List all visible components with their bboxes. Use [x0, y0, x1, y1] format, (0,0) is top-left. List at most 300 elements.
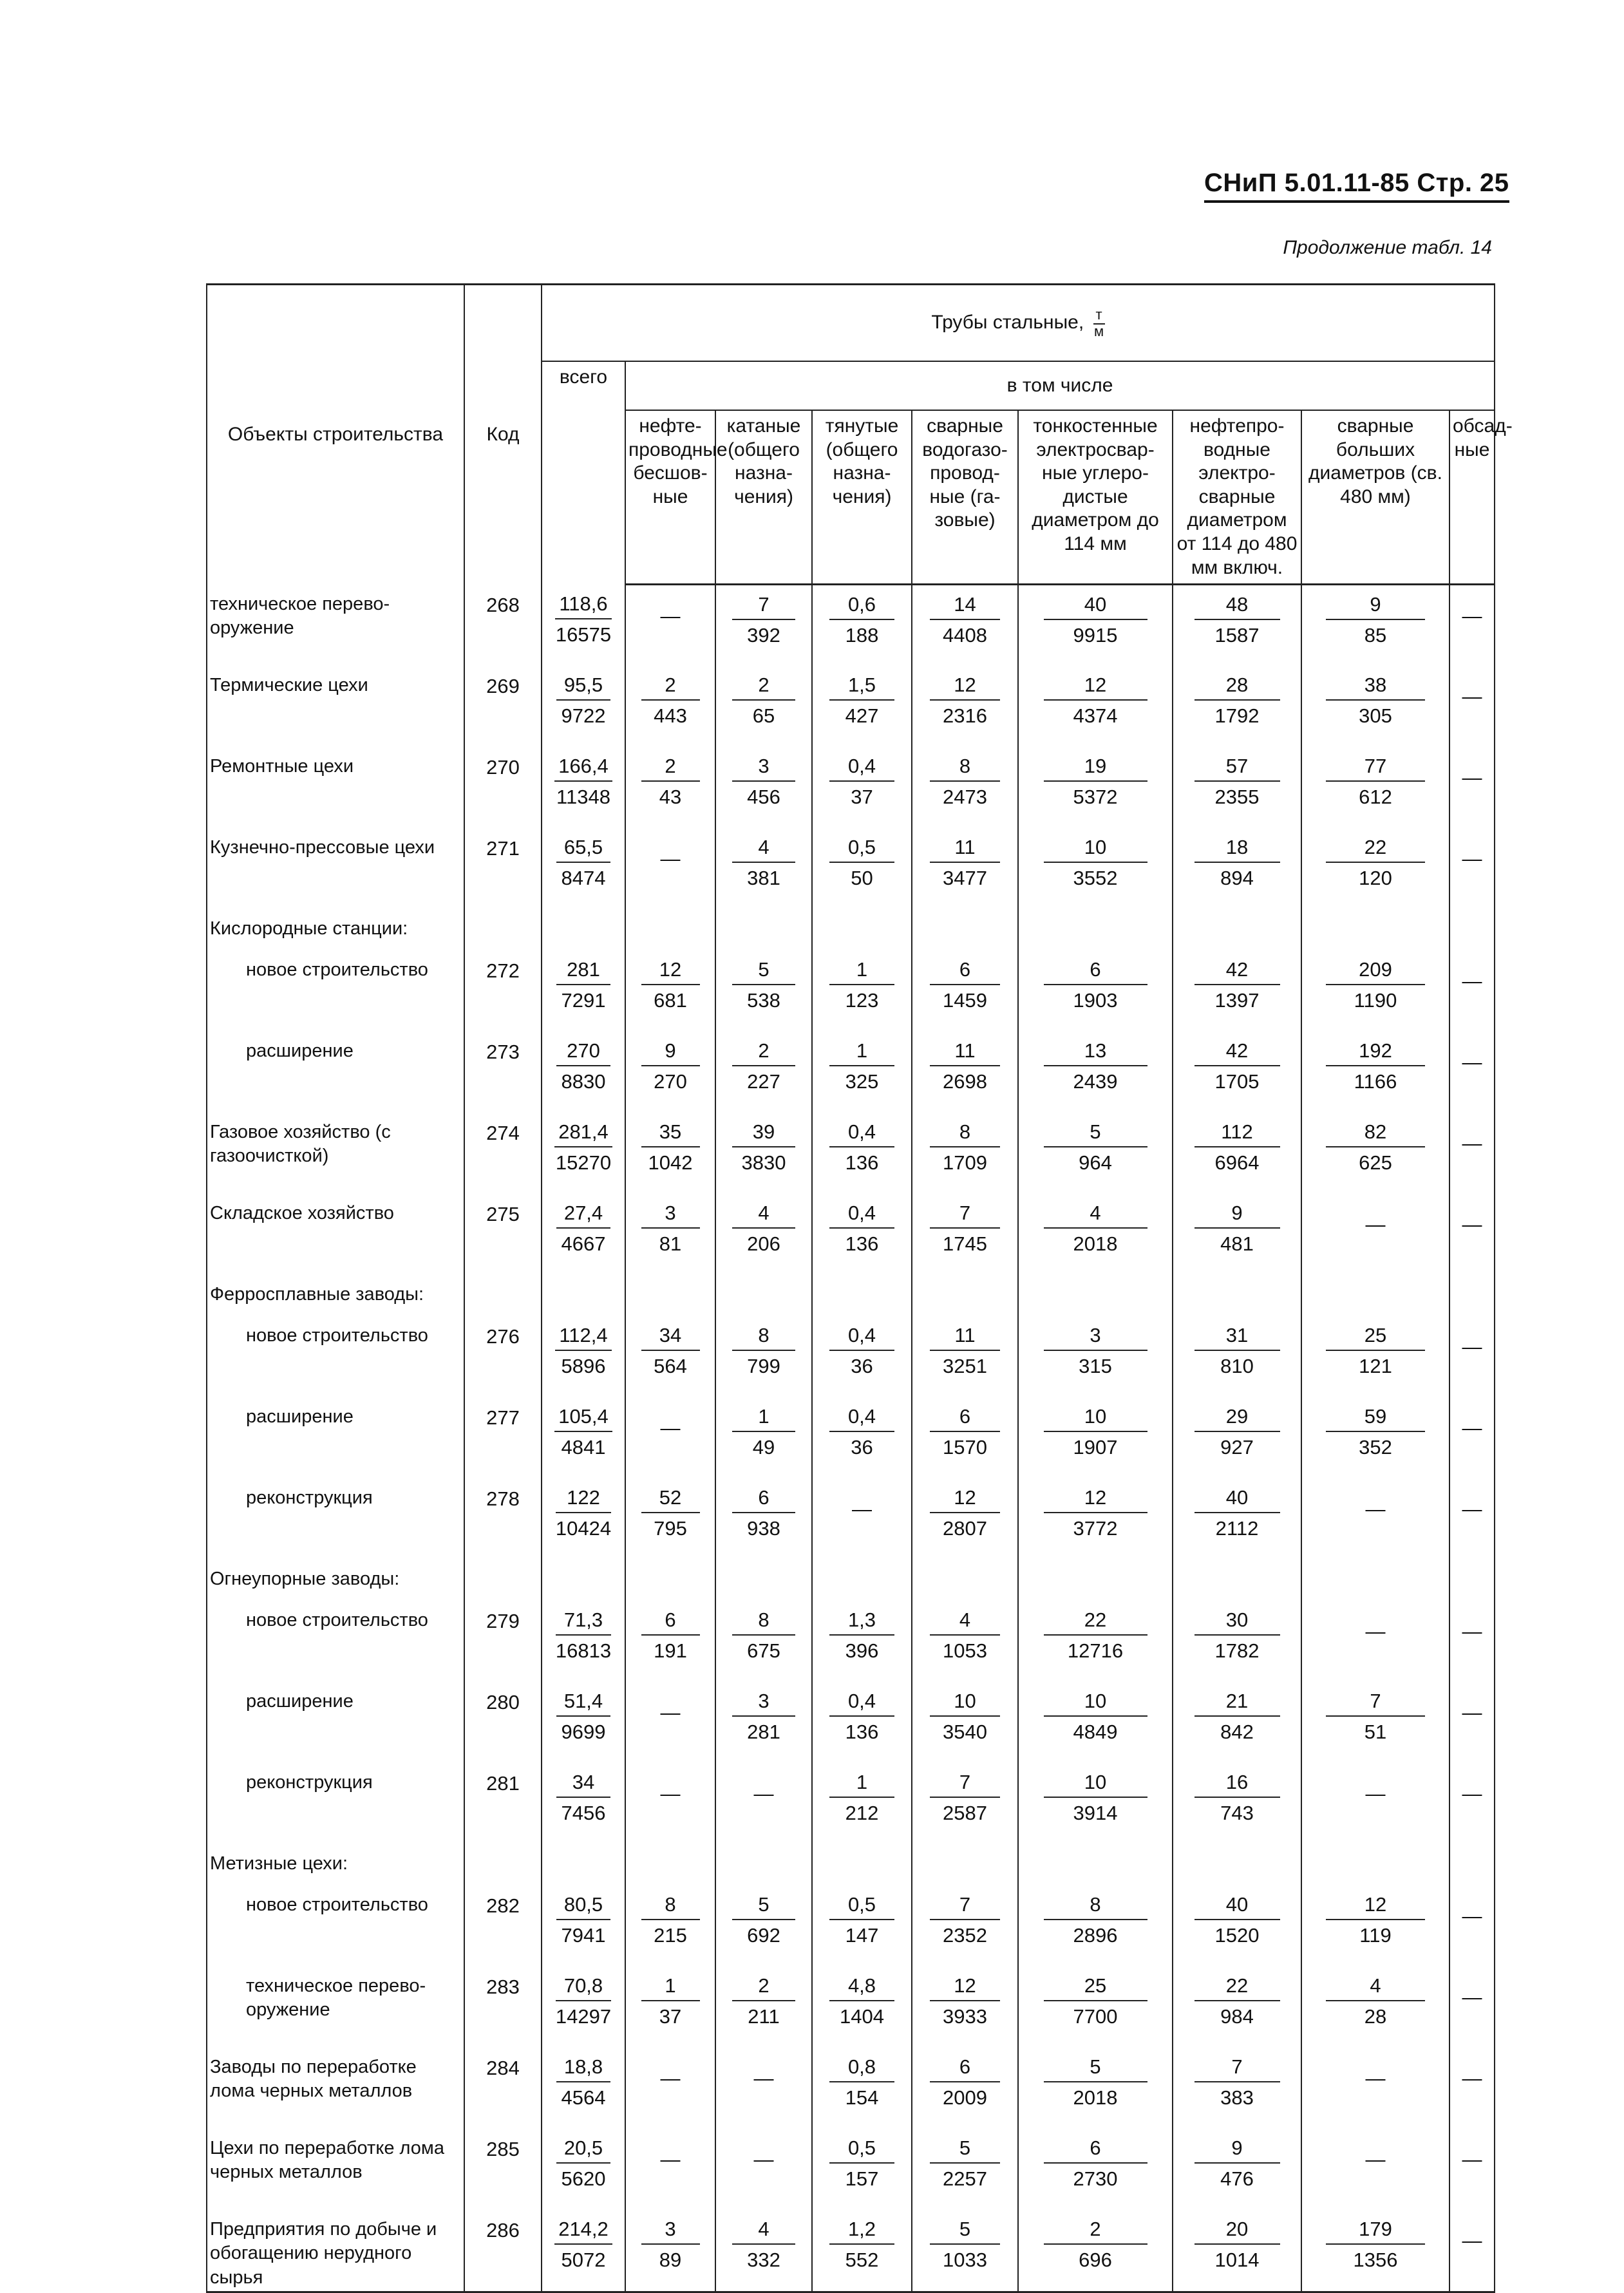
fraction-denominator: 4841 [561, 1435, 606, 1458]
value-cell [912, 2129, 1018, 2210]
value-cell [625, 950, 715, 1032]
value-cell [1449, 585, 1495, 666]
value-cell [812, 1032, 912, 1113]
fraction-numerator: 8 [732, 1324, 795, 1351]
fraction [555, 592, 611, 646]
fraction-numerator: 0,6 [829, 593, 895, 620]
value-cell [625, 747, 715, 828]
fraction-denominator: 50 [851, 866, 873, 889]
fraction-denominator: 123 [845, 988, 879, 1012]
fraction [1194, 593, 1280, 647]
fraction-numerator: 9 [1326, 593, 1425, 620]
col-header-8: обсад-ные [1449, 410, 1495, 585]
object-code: 286 [464, 2210, 542, 2292]
fraction-denominator: 206 [747, 1232, 780, 1255]
value-cell [1018, 1032, 1173, 1113]
fraction-numerator: 7 [1194, 2055, 1280, 2082]
fraction-numerator: 12 [1044, 1486, 1147, 1513]
object-name: новое строительство [207, 1885, 464, 1967]
value-cell [912, 2048, 1018, 2129]
dash-mark: — [660, 847, 681, 870]
value-cell [715, 1113, 812, 1194]
value-cell [1301, 2129, 1449, 2210]
fraction [1044, 1609, 1147, 1663]
value-cell [812, 950, 912, 1032]
fraction-denominator: 136 [845, 1720, 879, 1743]
object-code: 270 [464, 747, 542, 828]
col-objects-header: Объекты строительства [207, 285, 464, 585]
fraction [829, 674, 895, 728]
object-code: 273 [464, 1032, 542, 1113]
dash-mark: — [1462, 1335, 1482, 1358]
fraction [556, 1974, 611, 2028]
fraction-numerator: 95,5 [556, 674, 610, 701]
fraction [930, 1690, 1000, 1744]
unit-denominator: м [1094, 323, 1104, 339]
unit-numerator: т [1093, 308, 1105, 325]
value-cell [715, 1601, 812, 1682]
fraction-numerator: 22 [1194, 1974, 1280, 2001]
fraction-denominator: 1709 [943, 1151, 987, 1174]
fraction-numerator: 112,4 [555, 1324, 611, 1351]
fraction-denominator: 383 [1220, 2086, 1254, 2109]
value-cell [1301, 747, 1449, 828]
fraction-numerator: 281 [556, 958, 610, 985]
fraction-numerator: 19 [1044, 755, 1147, 782]
dash-mark: — [1462, 2229, 1482, 2252]
fraction [930, 1039, 1000, 1093]
fraction [1326, 1893, 1425, 1947]
empty-cell [1173, 1844, 1301, 1885]
fraction [1044, 1486, 1147, 1540]
fraction-numerator: 5 [1044, 1120, 1147, 1147]
fraction-denominator: 696 [1079, 2248, 1112, 2271]
dash-mark: — [1462, 1782, 1482, 1805]
object-code: 285 [464, 2129, 542, 2210]
fraction-denominator: 1792 [1214, 704, 1260, 727]
fraction-numerator: 1 [641, 1974, 700, 2001]
fraction-numerator: 12 [1326, 1893, 1425, 1920]
value-cell [812, 1967, 912, 2048]
fraction-denominator: 352 [1359, 1435, 1392, 1458]
fraction [1326, 1690, 1425, 1744]
fraction-denominator: 10424 [555, 1516, 612, 1540]
fraction [1194, 1324, 1280, 1378]
value-cell [912, 747, 1018, 828]
fraction [829, 593, 895, 647]
fraction-numerator: 18,8 [556, 2055, 610, 2082]
object-name: техническое перево-оружение [207, 1967, 464, 2048]
value-cell [812, 666, 912, 747]
value-cell [625, 1397, 715, 1478]
fraction [732, 1405, 795, 1459]
value-cell [1173, 2210, 1301, 2292]
fraction-numerator: 10 [1044, 1690, 1147, 1717]
table-row [207, 2048, 1495, 2129]
dash-mark: — [1365, 1782, 1386, 1805]
fraction-numerator: 40 [1194, 1486, 1280, 1513]
fraction [930, 2055, 1000, 2109]
fraction [1044, 2055, 1147, 2109]
fraction-numerator: 0,8 [829, 2055, 895, 2082]
fraction [829, 1405, 895, 1459]
value-cell [1173, 950, 1301, 1032]
fraction [641, 958, 700, 1012]
fraction-denominator: 89 [659, 2248, 682, 2271]
fraction [1326, 755, 1425, 809]
col-code-header: Код [464, 285, 542, 585]
fraction-numerator: 1 [732, 1405, 795, 1432]
value-cell [625, 1885, 715, 1967]
fraction [641, 2218, 700, 2272]
fraction-numerator: 18 [1194, 836, 1280, 863]
table-row [207, 1478, 1495, 1560]
fraction [1194, 958, 1280, 1012]
fraction-denominator: 7700 [1073, 2005, 1118, 2028]
fraction-numerator: 3 [732, 1690, 795, 1717]
object-name: Цехи по переработке лома черных металлов [207, 2129, 464, 2210]
value-cell [912, 1316, 1018, 1397]
dash-mark: — [660, 1782, 681, 1805]
object-code: 268 [464, 585, 542, 666]
fraction-numerator: 34 [556, 1771, 610, 1798]
fraction [1044, 1690, 1147, 1744]
fraction-numerator: 1,2 [829, 2218, 895, 2245]
fraction [829, 1690, 895, 1744]
value-cell [625, 666, 715, 747]
dash-mark: — [1462, 847, 1482, 870]
value-cell [1018, 1478, 1173, 1560]
fraction-denominator: 1520 [1214, 1923, 1260, 1947]
fraction-denominator: 121 [1359, 1354, 1392, 1377]
fraction-numerator: 5 [930, 2218, 1000, 2245]
fraction [829, 836, 895, 890]
value-cell [715, 950, 812, 1032]
fraction-denominator: 5072 [561, 2248, 606, 2271]
object-name: Термические цехи [207, 666, 464, 747]
fraction-numerator: 80,5 [556, 1893, 610, 1920]
fraction [930, 755, 1000, 809]
fraction-numerator: 39 [732, 1120, 795, 1147]
fraction-numerator: 6 [930, 1405, 1000, 1432]
fraction [1326, 593, 1425, 647]
fraction-denominator: 396 [845, 1639, 879, 1662]
value-cell [1173, 828, 1301, 909]
value-cell [542, 666, 625, 747]
fraction-denominator: 2352 [943, 1923, 987, 1947]
value-cell [715, 1194, 812, 1275]
table-row [207, 2129, 1495, 2210]
fraction-denominator: 281 [747, 1720, 780, 1743]
fraction-denominator: 927 [1220, 1435, 1254, 1458]
fraction-denominator: 51 [1364, 1720, 1387, 1743]
col-header-3: тянутые (общего назна-чения) [812, 410, 912, 585]
fraction-denominator: 1903 [1073, 988, 1118, 1012]
empty-cell [715, 909, 812, 950]
value-cell [1449, 1032, 1495, 1113]
value-cell [812, 1194, 912, 1275]
fraction-numerator: 9 [1194, 2137, 1280, 2164]
fraction-denominator: 2316 [943, 704, 987, 727]
fraction-numerator: 7 [930, 1202, 1000, 1229]
value-cell [715, 1885, 812, 1967]
fraction [556, 1486, 611, 1540]
fraction-numerator: 2 [641, 755, 700, 782]
fraction-denominator: 211 [748, 2005, 780, 2028]
fraction-numerator: 214,2 [554, 2218, 612, 2245]
fraction-denominator: 9915 [1073, 624, 1118, 647]
fraction [732, 1039, 795, 1093]
fraction [732, 1974, 795, 2028]
fraction-numerator: 6 [641, 1609, 700, 1636]
fraction [930, 1974, 1000, 2028]
value-cell [1301, 1397, 1449, 1478]
fraction-denominator: 692 [747, 1923, 780, 1947]
fraction-numerator: 4 [1044, 1202, 1147, 1229]
value-cell [1301, 828, 1449, 909]
value-cell [1173, 1316, 1301, 1397]
fraction [1326, 2218, 1425, 2272]
fraction [1326, 836, 1425, 890]
dash-mark: — [1462, 2066, 1482, 2090]
fraction-numerator: 10 [1044, 836, 1147, 863]
fraction [930, 1893, 1000, 1947]
fraction [829, 2218, 895, 2272]
object-name: новое строительство [207, 1601, 464, 1682]
fraction [829, 1771, 895, 1825]
empty-cell [1449, 1844, 1495, 1885]
value-cell [715, 585, 812, 666]
fraction [556, 1690, 610, 1744]
fraction [556, 2137, 610, 2191]
fraction-numerator: 42 [1194, 1039, 1280, 1066]
pipes-table [206, 283, 1513, 2293]
value-cell [812, 1763, 912, 1844]
fraction-denominator: 476 [1220, 2167, 1254, 2190]
fraction-numerator: 59 [1326, 1405, 1425, 1432]
value-cell [812, 1316, 912, 1397]
value-cell [912, 666, 1018, 747]
empty-cell [464, 1844, 542, 1885]
value-cell [1018, 1113, 1173, 1194]
value-cell [1018, 950, 1173, 1032]
fraction-denominator: 2257 [943, 2167, 987, 2190]
object-code: 276 [464, 1316, 542, 1397]
fraction [556, 958, 610, 1012]
fraction-denominator: 1190 [1354, 988, 1397, 1012]
fraction-numerator: 27,4 [556, 1202, 610, 1229]
fraction [1194, 2218, 1280, 2272]
fraction-numerator: 12 [641, 958, 700, 985]
fraction-denominator: 157 [845, 2167, 879, 2190]
fraction [1044, 593, 1147, 647]
fraction-denominator: 36 [851, 1435, 873, 1458]
table-row [207, 666, 1495, 747]
table-header [207, 285, 1513, 585]
fraction-denominator: 8474 [561, 866, 606, 889]
fraction [930, 836, 1000, 890]
value-cell [715, 1682, 812, 1763]
fraction [732, 593, 795, 647]
value-cell [715, 1967, 812, 2048]
value-cell [715, 1478, 812, 1560]
object-code: 283 [464, 1967, 542, 2048]
value-cell [812, 1397, 912, 1478]
fraction [732, 2218, 795, 2272]
fraction-numerator: 192 [1326, 1039, 1425, 1066]
object-name: новое строительство [207, 950, 464, 1032]
fraction-numerator: 11 [930, 836, 1000, 863]
fraction [1044, 674, 1147, 728]
dash-mark: — [1462, 605, 1482, 628]
fraction [1194, 1120, 1280, 1175]
value-cell [1301, 1763, 1449, 1844]
object-name: Кузнечно-прессовые цехи [207, 828, 464, 909]
empty-cell [1173, 909, 1301, 950]
value-cell [1173, 1967, 1301, 2048]
fraction-numerator: 209 [1326, 958, 1425, 985]
fraction-numerator: 21 [1194, 1690, 1280, 1717]
fraction [732, 1202, 795, 1256]
value-cell [1173, 1113, 1301, 1194]
value-cell [542, 828, 625, 909]
value-cell [542, 2048, 625, 2129]
table-row [207, 747, 1495, 828]
value-cell [625, 585, 715, 666]
fraction-denominator: 36 [851, 1354, 873, 1377]
value-cell [715, 666, 812, 747]
value-cell [1173, 1032, 1301, 1113]
fraction-numerator: 31 [1194, 1324, 1280, 1351]
fraction-denominator: 12716 [1067, 1639, 1124, 1662]
value-cell [812, 585, 912, 666]
empty-cell [912, 1560, 1018, 1601]
fraction-denominator: 4667 [561, 1232, 606, 1255]
fraction [1326, 1039, 1425, 1093]
page-header: СНиП 5.01.11-85 Стр. 25 [1204, 169, 1509, 203]
value-cell [1449, 1194, 1495, 1275]
fraction [1194, 1405, 1280, 1459]
empty-cell [542, 1844, 625, 1885]
value-cell [1301, 2210, 1449, 2292]
fraction-numerator: 8 [732, 1609, 795, 1636]
fraction-denominator: 2018 [1073, 1232, 1118, 1255]
fraction [829, 2055, 895, 2109]
fraction-denominator: 14297 [555, 2005, 612, 2028]
dash-mark: — [1462, 1985, 1482, 2008]
fraction-numerator: 0,4 [829, 1202, 895, 1229]
value-cell [1018, 1194, 1173, 1275]
value-cell [542, 1682, 625, 1763]
fraction-numerator: 52 [641, 1486, 700, 1513]
fraction-numerator: 77 [1326, 755, 1425, 782]
fraction [554, 1120, 612, 1175]
value-cell [1018, 2210, 1173, 2292]
fraction [641, 755, 700, 809]
dash-mark: — [1462, 1497, 1482, 1520]
fraction-numerator: 4 [930, 1609, 1000, 1636]
fraction-denominator: 894 [1220, 866, 1254, 889]
fraction-numerator: 8 [930, 1120, 1000, 1147]
fraction-numerator: 9 [1194, 1202, 1280, 1229]
object-name: Складское хозяйство [207, 1194, 464, 1275]
fraction-denominator: 3772 [1073, 1516, 1118, 1540]
fraction [556, 836, 610, 890]
fraction-numerator: 0,4 [829, 755, 895, 782]
fraction [930, 674, 1000, 728]
fraction-denominator: 2896 [1073, 1923, 1118, 1947]
fraction-denominator: 538 [747, 988, 780, 1012]
fraction-numerator: 16 [1194, 1771, 1280, 1798]
fraction [555, 1324, 611, 1378]
fraction-numerator: 2 [732, 1974, 795, 2001]
fraction-denominator: 270 [654, 1070, 687, 1093]
fraction-numerator: 0,5 [829, 1893, 895, 1920]
fraction-denominator: 11348 [556, 785, 610, 808]
fraction [732, 1609, 795, 1663]
fraction [1194, 1771, 1280, 1825]
fraction-numerator: 5 [732, 958, 795, 985]
object-code: 277 [464, 1397, 542, 1478]
value-cell [912, 1763, 1018, 1844]
fraction-numerator: 42 [1194, 958, 1280, 985]
value-cell [1173, 1194, 1301, 1275]
fraction-denominator: 456 [747, 785, 780, 808]
value-cell [542, 1763, 625, 1844]
fraction-denominator: 612 [1359, 785, 1392, 808]
value-cell [812, 1113, 912, 1194]
fraction [556, 1771, 610, 1825]
fraction-denominator: 3251 [943, 1354, 987, 1377]
dash-mark: — [660, 2147, 681, 2171]
fraction-numerator: 105,4 [554, 1405, 612, 1432]
fraction-numerator: 6 [732, 1486, 795, 1513]
empty-cell [812, 1844, 912, 1885]
fraction-denominator: 136 [845, 1232, 879, 1255]
empty-cell [715, 1560, 812, 1601]
fraction-denominator: 964 [1079, 1151, 1112, 1174]
fraction [1326, 1120, 1425, 1175]
fraction-denominator: 7941 [561, 1923, 606, 1947]
fraction-denominator: 3552 [1073, 866, 1118, 889]
fraction-denominator: 315 [1079, 1354, 1112, 1377]
value-cell [1449, 950, 1495, 1032]
value-cell [715, 1032, 812, 1113]
fraction-denominator: 7291 [561, 988, 606, 1012]
fraction-numerator: 4 [732, 2218, 795, 2245]
value-cell [715, 1316, 812, 1397]
fraction [732, 1690, 795, 1744]
dash-mark: — [1462, 1904, 1482, 1927]
object-name: реконструкция [207, 1763, 464, 1844]
value-cell [912, 828, 1018, 909]
fraction-denominator: 3914 [1073, 1801, 1118, 1824]
fraction-numerator: 0,4 [829, 1690, 895, 1717]
empty-cell [625, 909, 715, 950]
fraction [641, 674, 700, 728]
empty-cell [625, 1275, 715, 1316]
fraction-denominator: 81 [659, 1232, 682, 1255]
group-label: Огнеупорные заводы: [207, 1560, 464, 1601]
fraction-denominator: 938 [747, 1516, 780, 1540]
fraction [1044, 755, 1147, 809]
fraction-numerator: 4,8 [829, 1974, 895, 2001]
empty-cell [1018, 1560, 1173, 1601]
object-name: Заводы по переработке лома черных металлов [207, 2048, 464, 2129]
fraction-numerator: 34 [641, 1324, 700, 1351]
fraction [1044, 1120, 1147, 1175]
empty-cell [812, 1560, 912, 1601]
